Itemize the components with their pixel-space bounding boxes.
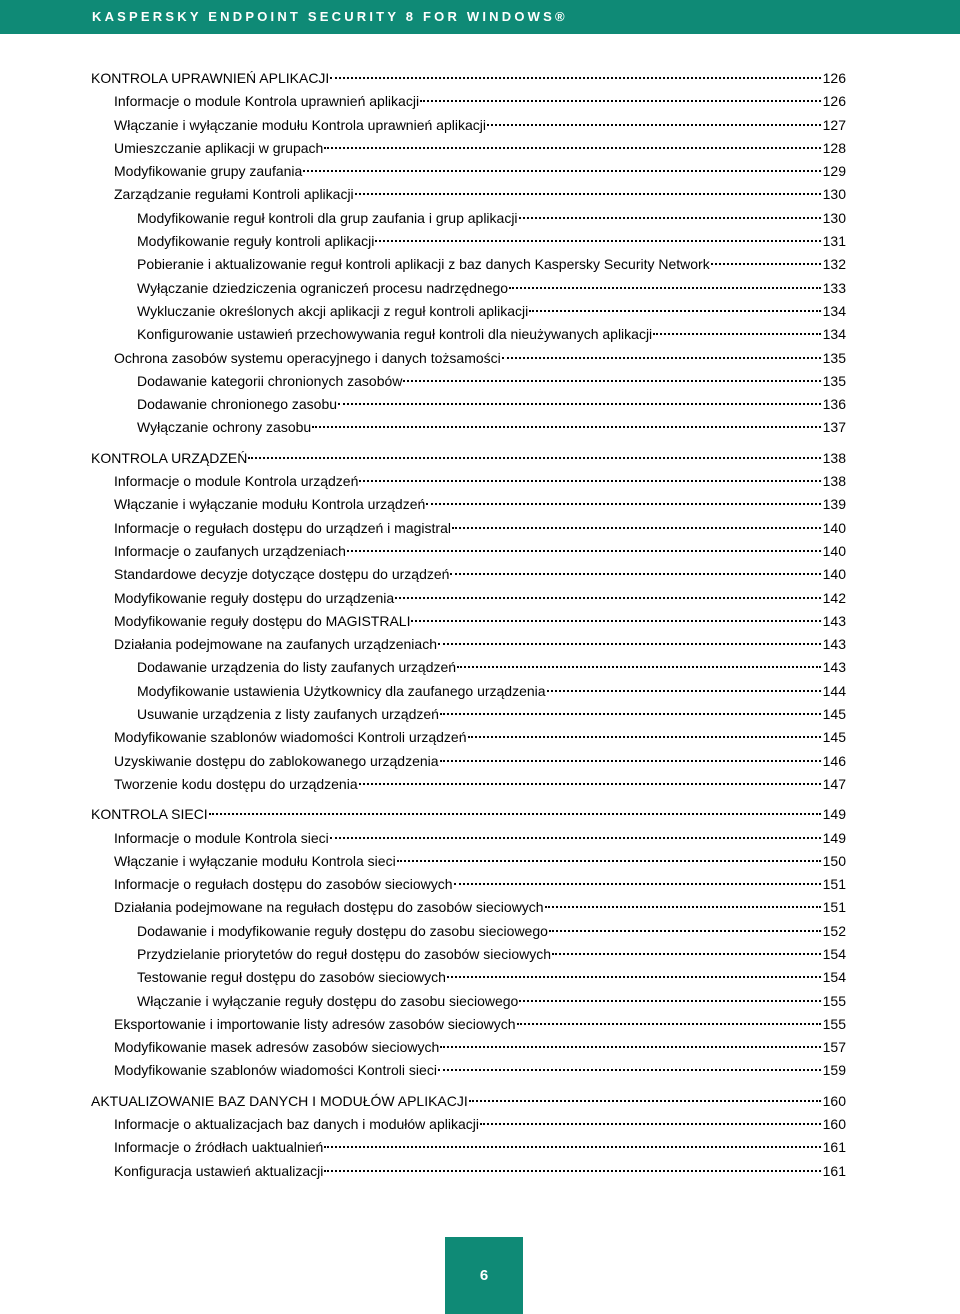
toc-leader-dots bbox=[330, 836, 821, 839]
toc-entry-page: 138 bbox=[822, 473, 846, 490]
toc-entry-page: 140 bbox=[822, 542, 846, 559]
toc-leader-dots bbox=[303, 169, 821, 172]
toc-entry[interactable] bbox=[91, 138, 846, 161]
toc-entry[interactable] bbox=[91, 471, 846, 494]
toc-entry[interactable] bbox=[91, 634, 846, 657]
toc-leader-dots bbox=[359, 782, 821, 785]
toc-leader-dots bbox=[545, 905, 821, 908]
toc-entry-title: Modyfikowanie ustawienia Użytkownicy dla zaufanego urządzenia bbox=[137, 682, 546, 699]
toc-entry-title: Wyłączanie dziedziczenia ograniczeń procesu nadrzędnego bbox=[137, 279, 509, 296]
toc-entry[interactable] bbox=[91, 921, 846, 944]
toc-entry-page: 154 bbox=[822, 945, 846, 962]
toc-entry-title: Włączanie i wyłączanie reguły dostępu do zasobu sieciowego bbox=[137, 992, 519, 1009]
toc-entry-title: Informacje o module Kontrola sieci bbox=[114, 829, 329, 846]
toc-leader-dots bbox=[454, 882, 821, 885]
toc-leader-dots bbox=[397, 859, 821, 862]
toc-entry-title: Modyfikowanie reguły kontroli aplikacji bbox=[137, 233, 375, 250]
toc-entry[interactable] bbox=[91, 588, 846, 611]
toc-leader-dots bbox=[359, 479, 821, 482]
toc-leader-dots bbox=[487, 123, 821, 126]
toc-entry-page: 161 bbox=[822, 1162, 846, 1179]
toc-entry[interactable] bbox=[91, 91, 846, 114]
toc-entry-title: Pobieranie i aktualizowanie reguł kontroli aplikacji z baz danych Kaspersky Security Network bbox=[137, 256, 710, 273]
toc-entry-title: KONTROLA URZĄDZEŃ bbox=[91, 449, 248, 466]
toc-entry[interactable] bbox=[91, 681, 846, 704]
toc-entry[interactable] bbox=[91, 1037, 846, 1060]
toc-entry[interactable] bbox=[91, 348, 846, 371]
toc-entry-page: 134 bbox=[822, 302, 846, 319]
toc-entry-title: Informacje o źródłach uaktualnień bbox=[114, 1139, 324, 1156]
toc-leader-dots bbox=[355, 192, 821, 195]
toc-entry[interactable] bbox=[91, 417, 846, 440]
toc-entry-title: Umieszczanie aplikacji w grupach bbox=[114, 139, 324, 156]
toc-leader-dots bbox=[438, 642, 821, 645]
document-header bbox=[0, 0, 960, 34]
toc-entry[interactable] bbox=[91, 231, 846, 254]
toc-entry-page: 160 bbox=[822, 1092, 846, 1109]
table-of-contents bbox=[91, 68, 846, 1184]
toc-entry-title: Modyfikowanie reguły dostępu do urządzenia bbox=[114, 589, 395, 606]
toc-entry[interactable] bbox=[91, 944, 846, 967]
toc-leader-dots bbox=[547, 689, 821, 692]
toc-entry[interactable] bbox=[91, 494, 846, 517]
toc-leader-dots bbox=[552, 952, 821, 955]
toc-leader-dots bbox=[420, 99, 821, 102]
toc-entry-page: 155 bbox=[822, 1015, 846, 1032]
toc-leader-dots bbox=[312, 425, 821, 428]
toc-entry-title: Informacje o module Kontrola urządzeń bbox=[114, 473, 359, 490]
toc-entry[interactable] bbox=[91, 657, 846, 680]
toc-entry-title: Informacje o regułach dostępu do urządzeń i magistral bbox=[114, 519, 451, 536]
toc-entry-page: 149 bbox=[822, 806, 846, 823]
toc-entry[interactable] bbox=[91, 727, 846, 750]
toc-leader-dots bbox=[452, 526, 821, 529]
toc-entry-page: 131 bbox=[822, 233, 846, 250]
toc-entry-page: 133 bbox=[822, 279, 846, 296]
toc-entry-page: 151 bbox=[822, 876, 846, 893]
toc-entry-page: 147 bbox=[822, 775, 846, 792]
toc-entry-page: 155 bbox=[822, 992, 846, 1009]
toc-entry-page: 129 bbox=[822, 163, 846, 180]
toc-leader-dots bbox=[347, 549, 821, 552]
toc-leader-dots bbox=[330, 76, 821, 79]
toc-leader-dots bbox=[375, 239, 821, 242]
toc-leader-dots bbox=[440, 1045, 821, 1048]
toc-entry[interactable] bbox=[91, 1060, 846, 1083]
toc-entry-title: Eksportowanie i importowanie listy adresów zasobów sieciowych bbox=[114, 1015, 516, 1032]
header-title: KASPERSKY ENDPOINT SECURITY 8 FOR WINDOWS® bbox=[92, 9, 568, 24]
toc-entry[interactable] bbox=[91, 115, 846, 138]
toc-entry[interactable] bbox=[91, 828, 846, 851]
toc-entry-title: Ochrona zasobów systemu operacyjnego i danych tożsamości bbox=[114, 349, 501, 366]
toc-entry-title: Uzyskiwanie dostępu do zablokowanego urządzenia bbox=[114, 752, 439, 769]
toc-entry-title: Modyfikowanie reguł kontroli dla grup zaufania i grup aplikacji bbox=[137, 209, 518, 226]
toc-entry-page: 126 bbox=[822, 70, 846, 86]
toc-leader-dots bbox=[324, 1145, 821, 1148]
toc-entry-title: AKTUALIZOWANIE BAZ DANYCH I MODUŁÓW APLIKACJI bbox=[91, 1092, 468, 1109]
toc-entry[interactable] bbox=[91, 371, 846, 394]
toc-entry[interactable] bbox=[91, 774, 846, 797]
toc-leader-dots bbox=[529, 309, 821, 312]
toc-entry[interactable] bbox=[91, 1014, 846, 1037]
toc-entry-page: 151 bbox=[822, 899, 846, 916]
toc-entry-title: Modyfikowanie szablonów wiadomości Kontroli sieci bbox=[114, 1062, 437, 1079]
toc-entry-title: Dodawanie i modyfikowanie reguły dostępu do zasobu sieciowego bbox=[137, 922, 548, 939]
toc-entry-page: 157 bbox=[822, 1039, 846, 1056]
toc-entry[interactable] bbox=[91, 161, 846, 184]
toc-entry[interactable] bbox=[91, 564, 846, 587]
toc-entry-title: Działania podejmowane na zaufanych urządzeniach bbox=[114, 636, 437, 653]
toc-entry-title: Dodawanie chronionego zasobu bbox=[137, 396, 338, 413]
toc-entry-page: 137 bbox=[822, 419, 846, 436]
toc-entry-title: Informacje o module Kontrola uprawnień aplikacji bbox=[114, 93, 420, 110]
toc-entry-page: 150 bbox=[822, 852, 846, 869]
toc-entry[interactable] bbox=[91, 897, 846, 920]
toc-leader-dots bbox=[517, 1022, 821, 1025]
toc-entry[interactable] bbox=[91, 611, 846, 634]
toc-entry-page: 142 bbox=[822, 589, 846, 606]
toc-entry[interactable] bbox=[91, 278, 846, 301]
toc-entry-title: Informacje o aktualizacjach baz danych i modułów aplikacji bbox=[114, 1116, 479, 1133]
toc-entry-page: 128 bbox=[822, 139, 846, 156]
toc-leader-dots bbox=[519, 216, 821, 219]
toc-entry-page: 134 bbox=[822, 326, 846, 343]
toc-entry[interactable] bbox=[91, 804, 846, 827]
toc-leader-dots bbox=[509, 286, 821, 289]
toc-entry[interactable] bbox=[91, 541, 846, 564]
toc-leader-dots bbox=[519, 999, 821, 1002]
toc-leader-dots bbox=[480, 1122, 821, 1125]
toc-entry[interactable] bbox=[91, 208, 846, 231]
toc-entry[interactable] bbox=[91, 301, 846, 324]
toc-entry-title: Informacje o zaufanych urządzeniach bbox=[114, 542, 346, 559]
toc-entry[interactable] bbox=[91, 394, 846, 417]
toc-entry[interactable] bbox=[91, 967, 846, 990]
toc-leader-dots bbox=[711, 262, 821, 265]
toc-leader-dots bbox=[468, 735, 821, 738]
toc-entry-page: 161 bbox=[822, 1139, 846, 1156]
toc-entry[interactable] bbox=[91, 851, 846, 874]
toc-entry-page: 130 bbox=[822, 209, 846, 226]
toc-entry-title: Włączanie i wyłączanie modułu Kontrola urządzeń bbox=[114, 496, 426, 513]
toc-entry-title: Włączanie i wyłączanie modułu Kontrola sieci bbox=[114, 852, 396, 869]
toc-entry-page: 135 bbox=[822, 372, 846, 389]
toc-entry-page: 145 bbox=[822, 706, 846, 723]
toc-entry[interactable] bbox=[91, 1091, 846, 1114]
toc-leader-dots bbox=[549, 929, 821, 932]
toc-entry[interactable] bbox=[91, 704, 846, 727]
toc-leader-dots bbox=[440, 712, 821, 715]
toc-entry-page: 152 bbox=[822, 922, 846, 939]
toc-entry-title: Włączanie i wyłączanie modułu Kontrola uprawnień aplikacji bbox=[114, 116, 486, 133]
toc-entry-title: Testowanie reguł dostępu do zasobów sieciowych bbox=[137, 969, 446, 986]
toc-leader-dots bbox=[411, 619, 821, 622]
toc-entry[interactable] bbox=[91, 1137, 846, 1160]
toc-entry-title: Zarządzanie regułami Kontroli aplikacji bbox=[114, 186, 354, 203]
toc-entry-page: 132 bbox=[822, 256, 846, 273]
toc-leader-dots bbox=[438, 1068, 821, 1071]
toc-entry-title: Wykluczanie określonych akcji aplikacji z reguł kontroli aplikacji bbox=[137, 302, 529, 319]
toc-entry-title: Informacje o regułach dostępu do zasobów sieciowych bbox=[114, 876, 453, 893]
toc-entry[interactable] bbox=[91, 1114, 846, 1137]
toc-entry-page: 126 bbox=[822, 93, 846, 110]
toc-entry-title: Działania podejmowane na regułach dostępu do zasobów sieciowych bbox=[114, 899, 544, 916]
toc-entry[interactable] bbox=[91, 991, 846, 1014]
toc-entry-page: 143 bbox=[822, 612, 846, 629]
toc-entry-title: Tworzenie kodu dostępu do urządzenia bbox=[114, 775, 358, 792]
toc-entry-title: Konfigurowanie ustawień przechowywania reguł kontroli dla nieużywanych aplikacji bbox=[137, 326, 653, 343]
toc-entry-page: 135 bbox=[822, 349, 846, 366]
toc-entry-title: Modyfikowanie szablonów wiadomości Kontroli urządzeń bbox=[114, 729, 467, 746]
toc-entry-page: 139 bbox=[822, 496, 846, 513]
toc-entry-title: Konfiguracja ustawień aktualizacji bbox=[114, 1162, 324, 1179]
toc-leader-dots bbox=[209, 812, 821, 815]
toc-entry[interactable] bbox=[91, 751, 846, 774]
toc-leader-dots bbox=[403, 379, 821, 382]
toc-leader-dots bbox=[426, 502, 821, 505]
toc-leader-dots bbox=[324, 146, 821, 149]
page-number: 6 bbox=[479, 1267, 489, 1284]
toc-leader-dots bbox=[324, 1169, 821, 1172]
toc-entry[interactable] bbox=[91, 68, 846, 91]
toc-entry-page: 144 bbox=[822, 682, 846, 699]
toc-entry-page: 138 bbox=[822, 449, 846, 466]
toc-entry-title: Usuwanie urządzenia z listy zaufanych urządzeń bbox=[137, 706, 439, 723]
toc-entry-title: KONTROLA SIECI bbox=[91, 806, 208, 823]
toc-entry-title: Modyfikowanie grupy zaufania bbox=[114, 163, 303, 180]
toc-entry-title: Modyfikowanie masek adresów zasobów sieciowych bbox=[114, 1039, 440, 1056]
toc-leader-dots bbox=[248, 456, 821, 459]
toc-leader-dots bbox=[457, 665, 821, 668]
toc-entry-page: 159 bbox=[822, 1062, 846, 1079]
toc-entry-title: KONTROLA UPRAWNIEŃ APLIKACJI bbox=[91, 70, 330, 86]
toc-entry-page: 140 bbox=[822, 519, 846, 536]
toc-entry-title: Dodawanie urządzenia do listy zaufanych urządzeń bbox=[137, 659, 457, 676]
toc-entry-page: 160 bbox=[822, 1116, 846, 1133]
toc-entry-page: 130 bbox=[822, 186, 846, 203]
toc-entry-title: Wyłączanie ochrony zasobu bbox=[137, 419, 312, 436]
toc-entry[interactable] bbox=[91, 254, 846, 277]
toc-leader-dots bbox=[653, 332, 821, 335]
toc-entry-page: 143 bbox=[822, 659, 846, 676]
toc-leader-dots bbox=[395, 596, 821, 599]
toc-leader-dots bbox=[440, 759, 821, 762]
page-number-box bbox=[445, 1237, 523, 1314]
toc-leader-dots bbox=[447, 975, 821, 978]
toc-leader-dots bbox=[450, 572, 821, 575]
toc-entry[interactable] bbox=[91, 184, 846, 207]
toc-entry[interactable] bbox=[91, 518, 846, 541]
toc-entry[interactable] bbox=[91, 448, 846, 471]
toc-entry-title: Modyfikowanie reguły dostępu do MAGISTRALI bbox=[114, 612, 411, 629]
toc-entry-page: 149 bbox=[822, 829, 846, 846]
toc-entry-page: 154 bbox=[822, 969, 846, 986]
toc-entry-page: 127 bbox=[822, 116, 846, 133]
toc-leader-dots bbox=[338, 402, 821, 405]
toc-entry-page: 136 bbox=[822, 396, 846, 413]
toc-entry-title: Przydzielanie priorytetów do reguł dostępu do zasobów sieciowych bbox=[137, 945, 551, 962]
toc-entry-title: Dodawanie kategorii chronionych zasobów bbox=[137, 372, 403, 389]
toc-entry-page: 146 bbox=[822, 752, 846, 769]
toc-leader-dots bbox=[469, 1099, 821, 1102]
toc-leader-dots bbox=[502, 356, 821, 359]
toc-entry-page: 145 bbox=[822, 729, 846, 746]
toc-entry[interactable] bbox=[91, 1161, 846, 1184]
toc-entry-page: 143 bbox=[822, 636, 846, 653]
toc-entry[interactable] bbox=[91, 874, 846, 897]
toc-entry-title: Standardowe decyzje dotyczące dostępu do urządzeń bbox=[114, 566, 450, 583]
toc-entry[interactable] bbox=[91, 324, 846, 347]
toc-entry-page: 140 bbox=[822, 566, 846, 583]
